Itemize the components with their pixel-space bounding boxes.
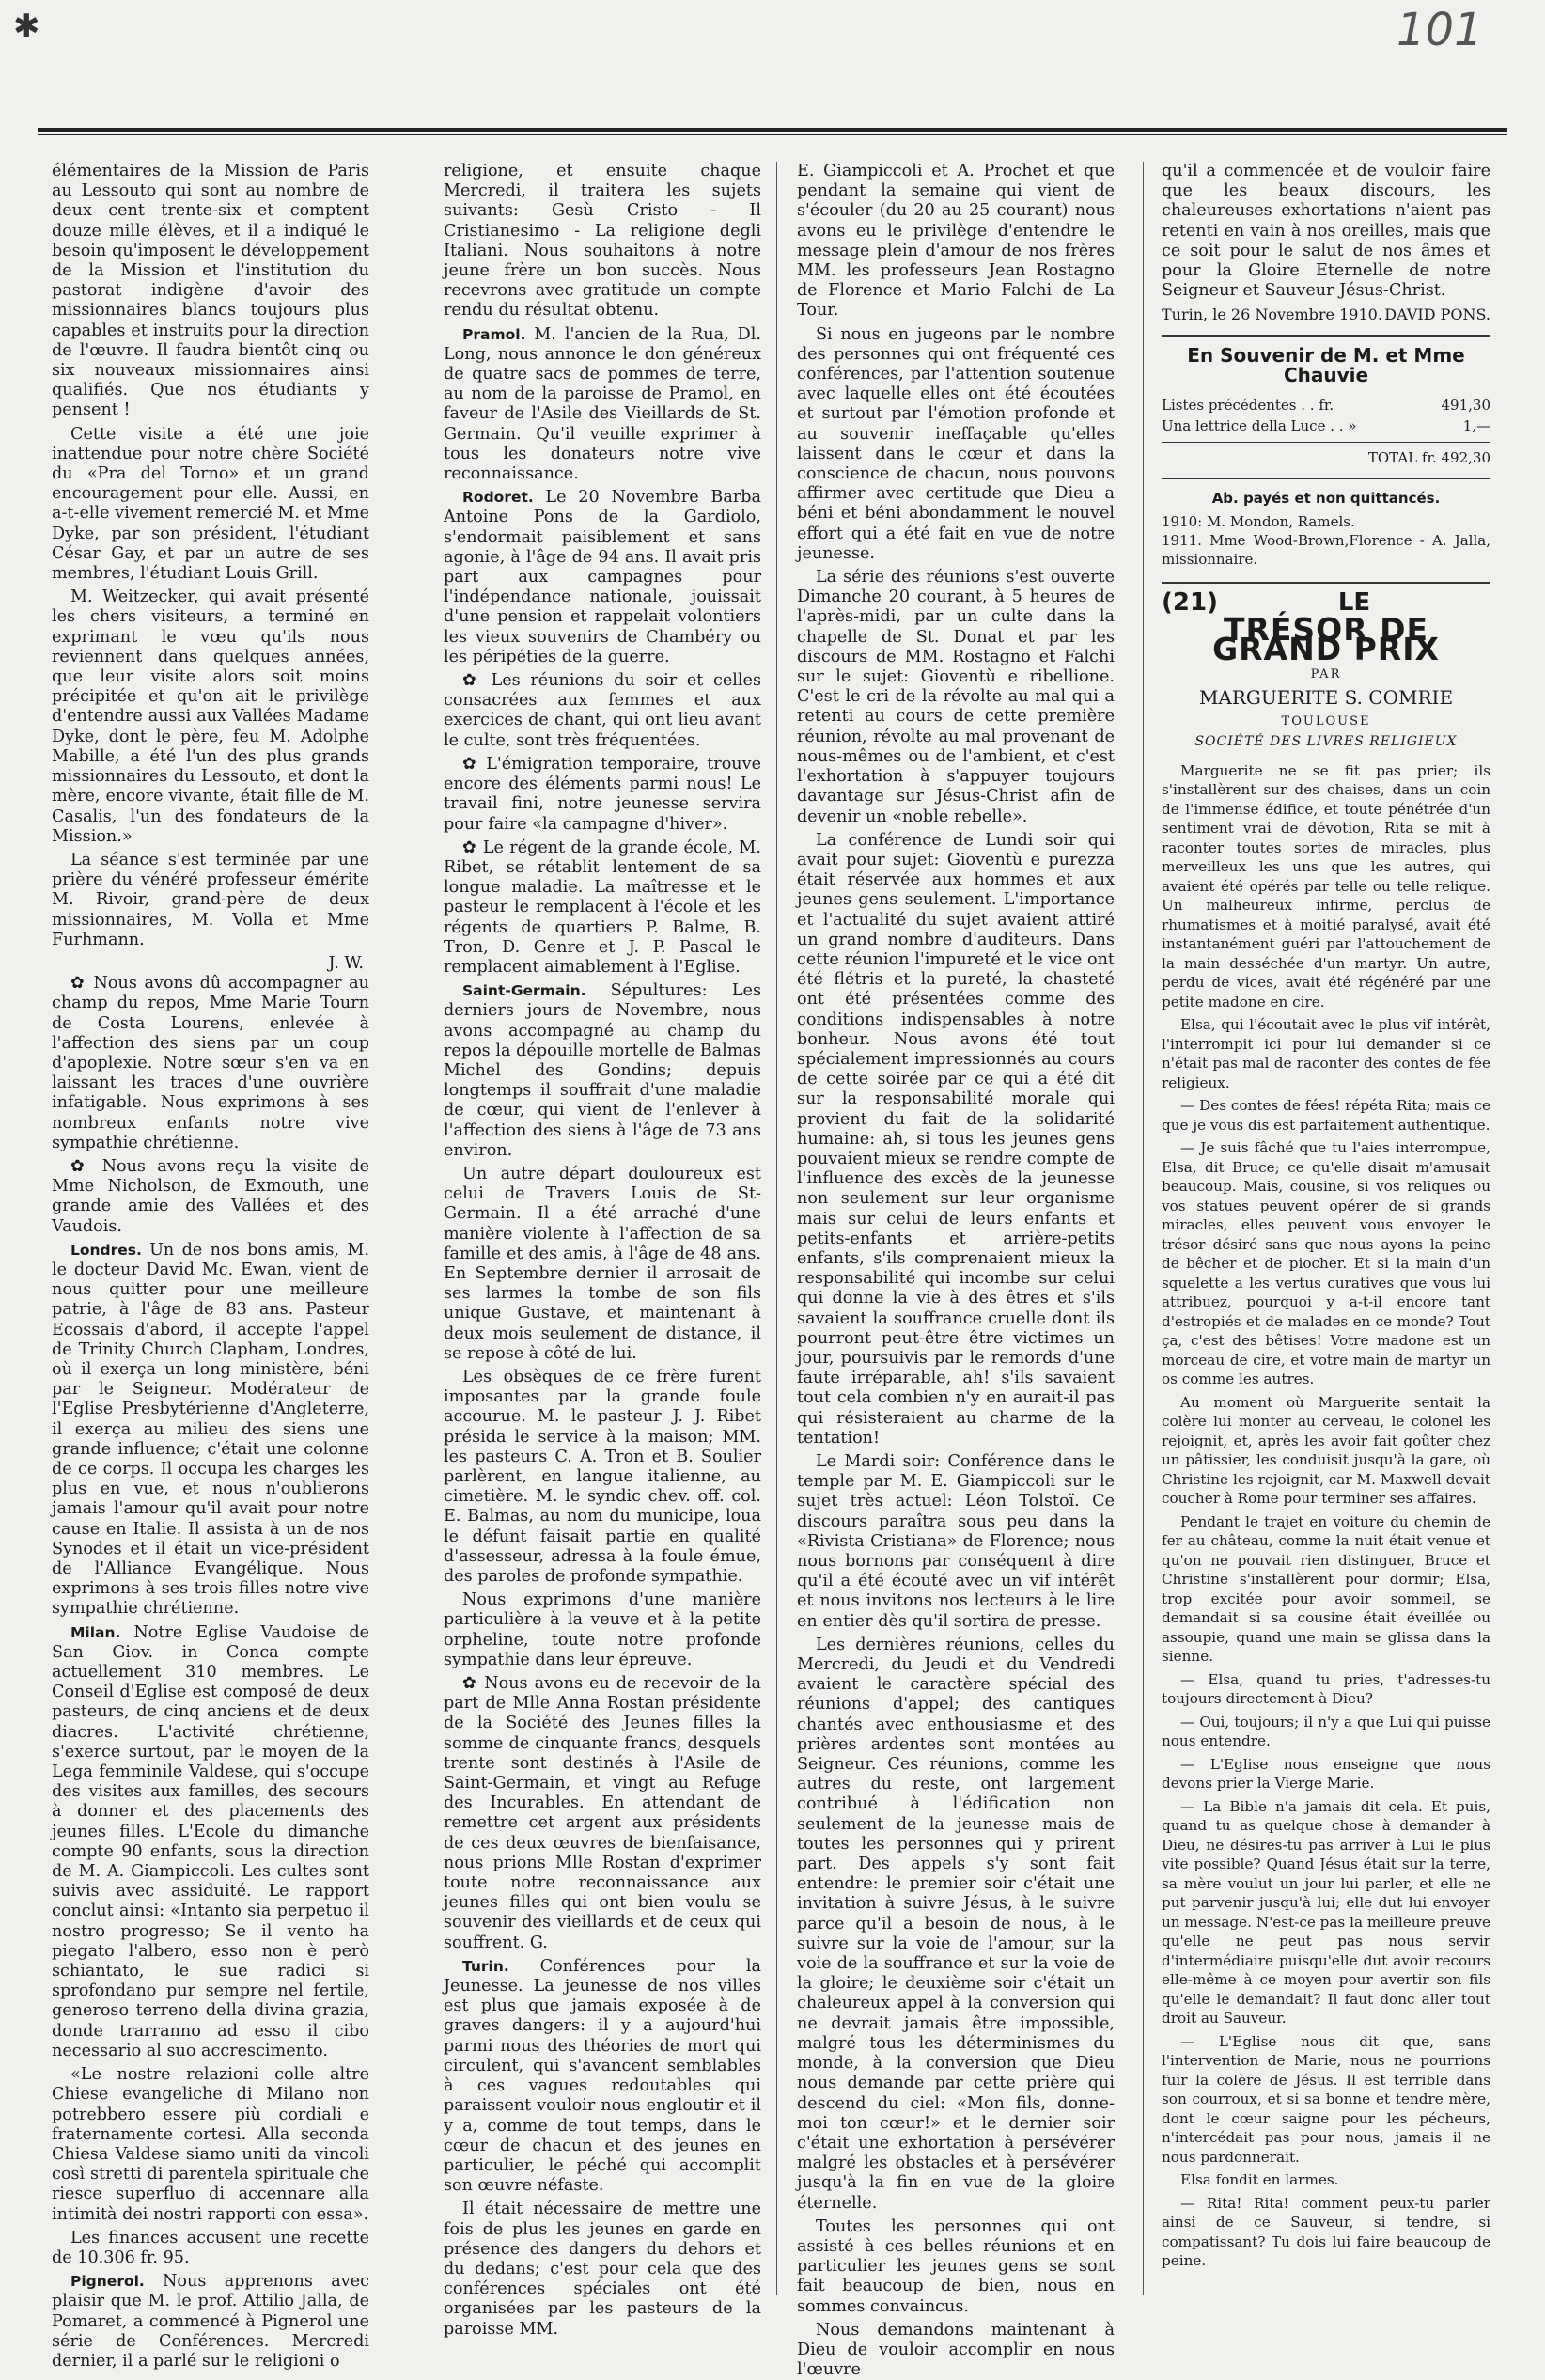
place-heading: Pignerol. — [70, 2273, 164, 2291]
news-item — [52, 1623, 369, 2061]
feuilleton-paragraph: — La Bible n'a jamais dit cela. Et puis, quand tu as quelque chose à demander à Dieu, ne désires-tu pas arriver à Lui le plus vite possible? Quand Jésus était sur la terre, sa mère voulut un jour lui parler, et elle ne put parvenir jusqu'à lui; elle dut lui envoyer un message. N'est-ce pas la meilleure preuve qu'elle ne peut pas nous servir d'intermédiaire puisqu'elle dut avoir recours elle-même à ce moyen pour avertir son fils qu'elle le demandait? Il faut donc aller tout droit au Sauveur. — [1162, 1797, 1490, 2028]
souvenir-row-label: Una lettrice della Luce . . » — [1162, 417, 1357, 435]
paragraph: E. Giampiccoli et A. Prochet et que pendant la semaine qui vient de s'écouler (du 20 au 25 courant) nous avons eu le privilège d'entendre le message plein d'amour de nos frères MM. les professeurs Jean Rostagno de Florence et Mario Falchi de La Tour. — [797, 162, 1115, 321]
souvenir-total: TOTAL fr. 492,30 — [1162, 442, 1490, 468]
feuilleton-par: PAR — [1310, 667, 1342, 682]
paragraph: Les finances accusent une recette de 10.306 fr. 95. — [52, 2228, 369, 2267]
news-text: Nous apprenons avec plaisir que M. le prof. Attilio Jalla, de Pomaret, a commencé à Pignerol une série de Conférences. Mercredi dernier, il a parlé sur le religioni o — [52, 2272, 369, 2371]
paragraph: Si nous en jugeons par le nombre des personnes qui ont fréquenté ces conférences, par l'attention soutenue avec laquelle elles ont été écoutées et surtout par l'émotion profonde et au souvenir ineffaçable qu'elles laissent dans le cœur et dans la conscience de chacun, nous pouvons affirmer avec certitude que Dieu a béni et béni abondamment le nouvel effort qui a été fait en vue de notre jeunesse. — [797, 324, 1115, 563]
paragraph: «Le nostre relazioni colle altre Chiese evangeliche di Milano non potrebbero essere più cordiali e fraternamente cortesi. Alla seconda Chiesa Valdese siamo uniti da vincoli così stretti di parentela spirituale che riesce superfluo di accennare alla intimità dei nostri rapporti con essa». — [52, 2065, 369, 2224]
paragraph: Les dernières réunions, celles du Mercredi, du Jeudi et du Vendredi avaient le caractère spécial des réunions d'appel; des cantiques chantés avec enthousiasme et des prières ardentes sont montées au Seigneur. Ces réunions, comme les autres du reste, ont largement contribué à l'édification non seulement de la jeunesse mais de toutes les personnes qui y prirent part. Des appels s'y sont fait entendre: le premier soir c'était une invitation à suivre Jésus, à le suivre parce qu'il a besoin de nous, à le suivre sur la voie de l'amour, sur la voie de la souffrance et sur la voie de la gloire; le deuxième soir c'était un chaleureux appel à la conversion qui ne devrait jamais être impossible, malgré tous les déterminismes du monde, à la conversion que Dieu nous demande par cette prière qui descend du ciel: «Mon fils, donne-moi ton cœur!» et le dernier soir c'était une exhortation à persévérer malgré les obstacles et à persévérer jusqu'à la fin en vue de la gloire éternelle. — [797, 1635, 1115, 2213]
paragraph: élémentaires de la Mission de Paris au Lessouto qui sont au nombre de deux cent trente-six et comptent douze mille élèves, et il a indiqué le besoin qu'imposent le développement de la Mission et l'institution du pastorat indigène d'avoir des missionnaires blancs toujours plus capables et instruits pour la direction de l'œuvre. Il faudra bientôt cinq ou six nouveaux missionnaires ainsi qualifiés. Que nos étudiants y pensent ! — [52, 162, 369, 420]
souvenir-row — [1162, 395, 1490, 415]
paragraph: ✿ Nous avons eu de recevoir de la part de Mlle Anna Rostan présidente de la Société des Jeunes filles la somme de cinquante francs, desquels trente sont destinés à l'Asile de Saint-Germain, et vingt au Refuge des Incurables. En attendant de remettre cet argent aux présidents de ces deux œuvres de bienfaisance, nous prions Mlle Rostan d'exprimer toute notre reconnaissance aux jeunes filles qui ont bien voulu se souvenir des vieillards et de ceux qui souffrent. G. — [444, 1674, 761, 1952]
paragraph: ✿ Le régent de la grande école, M. Ribet, se rétablit lentement de sa longue maladie. La maîtresse et le pasteur le remplacent à l'école et les régents de quartiers P. Balme, B. Tron, D. Genre et J. P. Pascal le remplacent aimablement à l'Eglise. — [444, 838, 761, 977]
feuilleton-paragraph: Au moment où Marguerite sentait la colère lui monter au cerveau, le colonel les rejoignit, et, après les avoir fait goûter chez un pâtissier, les conduisit jusqu'à la gare, où Christine les rejoignit, car M. Maxwell devait coucher à Rome pour terminer ses affaires. — [1162, 1393, 1490, 1508]
news-text: M. l'ancien de la Rua, Dl. Long, nous annonce le don généreux de quatre sacs de pommes de terre, au nom de la paroisse de Pramol, en faveur de l'Asile des Vieillards de St. Germain. Qu'il veuille exprimer à tous les donateurs notre vive reconnaissance. — [444, 324, 761, 484]
place-heading: Pramol. — [462, 325, 535, 343]
feuilleton-society: SOCIÉTÉ DES LIVRES RELIGIEUX — [1194, 733, 1458, 749]
news-item — [444, 1957, 761, 2196]
dateline-author: DAVID PONS. — [1384, 305, 1490, 324]
souvenir-row-value: 1,— — [1462, 417, 1490, 435]
news-text: Un de nos bons amis, M. le docteur David Mc. Ewan, vient de nous quitter pour une meilleure patrie, à l'âge de 83 ans. Pasteur Ecossais d'abord, il accepte l'appel de Trinity Church Clapham, Londres, où il exerça un long ministère, béni par le Seigneur. Modérateur de l'Eglise Presbytérienne d'Angleterre, il exerça au milieu des siens une grande influence; c'était une colonne de ce corps. Il occupa les charges les plus en vue, et nous n'oublierons jamais l'amour qu'il avait pour notre cause en Italie. Il assista à un de nos Synodes et il était un vice-président de l'Alliance Evangélique. Nous exprimons à ses trois filles notre vive sympathie chrétienne. — [52, 1240, 369, 1619]
feuilleton-paragraph: — Des contes de fées! répéta Rita; mais ce que je vous dis est parfaitement authentique. — [1162, 1097, 1490, 1134]
feuilleton-paragraph: — Rita! Rita! comment peux-tu parler ainsi de ce Sauveur, si tendre, si compatissant? Tu dois lui faire beaucoup de peine. — [1162, 2194, 1490, 2270]
paragraph: religione, et ensuite chaque Mercredi, il traitera les sujets suivants: Gesù Cristo - Il Cristianesimo - La religione degli Italiani. Nous souhaitons à notre jeune frère un bon succès. Nous recevrons avec gratitude un compte rendu du résultat obtenu. — [444, 162, 761, 321]
news-text: Sépultures: Les derniers jours de Novembre, nous avons accompagné au champ du repos la dépouille mortelle de Balmas Michel des Gondins; depuis longtemps il souffrait d'une maladie de cœur, qui vient de l'enlever à l'affection des siens à l'âge de 73 ans environ. — [444, 981, 761, 1160]
news-text: Le 20 Novembre Barba Antoine Pons de la Gardiolo, s'endormait paisiblement et sans agonie, à l'âge de 94 ans. Il avait pris part aux campagnes pour l'indépendance nationale, jouissait d'une pension et rappelait volontiers les vieux souvenirs de Chambéry ou les péripéties de la guerre. — [444, 488, 761, 666]
column-divider-2 — [776, 162, 777, 2295]
column-3 — [797, 162, 1115, 2380]
paragraph: Nous exprimons d'une manière particulière à la veuve et à la petite orpheline, toute notre profonde sympathie dans leur épreuve. — [444, 1590, 761, 1669]
news-item — [52, 1241, 369, 1620]
paragraph: La conférence de Lundi soir qui avait pour sujet: Gioventù e purezza était réservée aux hommes et aux jeunes gens seulement. L'importance et l'actualité du sujet avaient attiré un grand nombre d'auditeurs. Dans cette réunion l'impureté et le vice ont été flétris et la pureté, la chasteté ont été présentées comme des conditions indispensables à notre bonheur. Nous avons été tout spécialement impressionnés au cours de cette soirée par ce qui a été dit sur la responsabilité morale qui provient du fait de la solidarité humaine: ah, si tous les jeunes gens pouvaient mieux se rendre compte de l'influence des excès de la jeunesse non seulement sur leur organisme mais sur celui de leurs enfants et petits-enfants et arrière-petits enfants, s'ils comprenaient mieux la responsabilité qui incombe sur celui qui donne la vie à des êtres et s'ils savaient la souffrance cruelle dont ils pourront peut-être être victimes un jour, poursuivis par le remords d'une faute irréparable, ah! s'ils savaient tout cela combien n'y en aurait-il pas qui résisteraient au charme de la tentation! — [797, 830, 1115, 1448]
column-4-intro — [1162, 162, 1490, 325]
paragraph: Il était nécessaire de mettre une fois de plus les jeunes en garde en présence des dangers du dehors et du dedans; c'est pour cela que des conférences spéciales ont été organisées par les pasteurs de la paroisse MM. — [444, 2200, 761, 2339]
column-2 — [444, 162, 762, 2339]
paragraph: ✿ Nous avons reçu la visite de Mme Nicholson, de Exmouth, une grande amie des Vallées et des Vaudois. — [52, 1156, 369, 1236]
column-divider-3 — [1143, 162, 1144, 2295]
souvenir-row-value: 491,30 — [1441, 397, 1490, 415]
column-4 — [1162, 162, 1490, 2294]
abonnements-section — [1162, 489, 1490, 569]
paragraph: ✿ Les réunions du soir et celles consacrées aux femmes et aux exercices de chant, qui ont lieu avant le culte, sont très fréquentées. — [444, 671, 761, 750]
news-text: Conférences pour la Jeunesse. La jeunesse de nos villes est plus que jamais exposée à de graves dangers: il y a aujourd'hui parmi nous des théories de mort qui circulent, qui s'avancent semblables à ces vagues redoutables qui paraissent vouloir nous engloutir et il y a, comme de tout temps, dans le cœur de chacun et des jeunes en particulier, le péché qui accomplit son œuvre néfaste. — [444, 1956, 762, 2196]
header-rule — [38, 128, 1507, 132]
paragraph: ✿ Nous avons dû accompagner au champ du repos, Mme Marie Tourn de Costa Lourens, enlevée à l'affection des siens par un coup d'apoplexie. Notre sœur s'en va en laissant les traces d'une ouvrière infatigable. Nous exprimons à ses nombreux enfants notre vive sympathie chrétienne. — [52, 974, 369, 1152]
paragraph: La série des réunions s'est ouverte Dimanche 20 courant, à 5 heures de l'après-midi, par un culte dans la chapelle de St. Donat et par les discours de MM. Rostagno et Falchi sur le sujet: Gioventù e ribellione. C'est le cri de la révolte au mal qui a retenti au cours de cette première réunion, révolte au mal provenant de nous-mêmes ou de l'ambient, et c'est l'exhortation à s'appuyer toujours davantage sur Jésus-Christ afin de devenir un «noble rebelle». — [797, 568, 1115, 826]
place-heading: Rodoret. — [462, 489, 546, 507]
news-item — [444, 981, 761, 1161]
page-number: 101 — [1397, 4, 1483, 56]
scan-corner-mark: ✱ — [13, 8, 40, 45]
feuilleton-header — [1162, 582, 1490, 751]
paragraph: M. Weitzecker, qui avait présenté les chers visiteurs, a terminé en exprimant le vœu qu'ils nous reviennent dans quelques années, que leur visite alors soit moins précipitée et qu'on ait le privilège d'entendre aussi aux Vallées Madame Dyke, dont le père, feu M. Adolphe Mabille, a été l'un des plus grands missionnaires du Lessouto, et dont la mère, encore vivante, était fille de M. Casalis, l'un des fondateurs de la Mission.» — [52, 587, 369, 846]
place-heading: Milan. — [70, 1623, 134, 1641]
feuilleton-paragraph: Pendant le trajet en voiture du chemin de fer au château, comme la nuit était venue et qu'on ne pouvait rien distinguer, Bruce et Christine s'installèrent pour dormir; Elsa, trop excitée pour avoir sommeil, se demandait si sa cousine était éveillée ou assoupie, quand une main se glissa dans la sienne. — [1162, 1512, 1490, 1666]
feuilleton-paragraph: — L'Eglise nous enseigne que nous devons prier la Vierge Marie. — [1162, 1755, 1490, 1793]
feuilleton-number: (21) — [1162, 588, 1218, 618]
feuilleton-paragraph: — L'Eglise nous dit que, sans l'intervention de Marie, nous ne pourrions fuir la colère de Jésus. Il est terrible dans son courroux, et si sa bonne et tendre mère, dont le cœur saigne pour les pécheurs, n'intercédait pas pour nous, jamais il ne nous pardonnerait. — [1162, 2032, 1490, 2166]
place-heading: Saint-Germain. — [462, 982, 611, 1000]
feuilleton-title: TRÉSOR DE GRAND PRIX — [1212, 610, 1440, 667]
paragraph: qu'il a commencée et de vouloir faire que les beaux discours, les chaleureuses exhortations n'aient pas retenti en vain à nos oreilles, mais que ce soit pour le salut de nos âmes et pour la Gloire Eternelle de notre Seigneur et Sauveur Jésus-Christ. — [1162, 162, 1490, 301]
news-item — [444, 488, 761, 667]
paragraph: La séance s'est terminée par une prière du vénéré professeur émérite M. Rivoir, grand-père de deux missionnaires, M. Volla et Mme Furhmann. — [52, 850, 369, 949]
abonnements-line: 1910: M. Mondon, Ramels. — [1162, 513, 1355, 531]
abonnements-line: 1911. Mme Wood-Brown,Florence - A. Jalla, missionnaire. — [1162, 532, 1490, 569]
feuilleton-place: TOULOUSE — [1281, 714, 1371, 729]
header-rule-thin — [38, 134, 1507, 135]
feuilleton-le: LE — [1337, 588, 1371, 618]
place-heading: Turin. — [462, 1957, 540, 1975]
news-text: Notre Eglise Vaudoise de San Giov. in Conca compte actuellement 310 membres. Le Conseil d'Eglise est composé de deux pasteurs, de cinq anciens et de deux diacres. L'activité chrétienne, s'exerce surtout, par le moyen de la Lega femminile Valdese, qui s'occupe des visites aux familles, des secours à donner et des placements des jeunes filles. L'Ecole du dimanche compte 90 enfants, sous la direction de M. A. Giampiccoli. Les cultes sont suivis avec assiduité. Le rapport conclut ainsi: «Intanto sia perpetuo il nostro progresso; Se il vento ha piegato l'albero, esso non è però schiantato, le sue radici si sprofondano pur sempre nel fertile, generoso terreno della divina grazia, donde trarranno ad esso il cibo necessario al suo accrescimento. — [52, 1622, 369, 2060]
dateline-place-date: Turin, le 26 Novembre 1910. — [1162, 305, 1382, 324]
paragraph: Le Mardi soir: Conférence dans le temple par M. E. Giampiccoli sur le sujet très actuel: Léon Tolstoï. Ce discours paraîtra sous peu dans la «Rivista Cristiana» de Florence; nous nous bornons par conséquent à dire qu'il a été écouté avec un vif intérêt et nous invitons nos lecteurs à le lire en entier dès qu'il sortira de presse. — [797, 1452, 1115, 1631]
paragraph: Nous demandons maintenant à Dieu de vouloir accomplir en nous l'œuvre — [797, 2320, 1115, 2380]
feuilleton-paragraph: Marguerite ne se fit pas prier; ils s'installèrent sur des chaises, dans un coin de l'immense édifice, et toute pénétrée d'un sentiment vrai de dévotion, Rita se mit à raconter toutes sortes de miracles, plus merveilleux les uns que les autres, qui avaient été opérés par telle ou telle relique. Un malheureux infirme, perclus de rhumatismes et à moitié paralysé, avait été instantanément guéri par l'attouchement de la main desséchée d'un martyr. Un autre, perdu de vices, avait été régénéré par une petite madone en cire. — [1162, 761, 1490, 1010]
news-item — [52, 2272, 369, 2372]
feuilleton-paragraph: Elsa fondit en larmes. — [1180, 2171, 1339, 2189]
paragraph: Les obsèques de ce frère furent imposantes par la grande foule accourue. M. le pasteur J. J. Ribet présida le service à la maison; MM. les pasteurs C. A. Tron et B. Soulier parlèrent, en langue italienne, au cimetière. M. le syndic chev. off. col. E. Balmas, au nom du municipe, loua le défunt faisait partie en qualité d'assesseur, adressa à la foule émue, des paroles de profonde sympathie. — [444, 1367, 761, 1587]
paragraph: Toutes les personnes qui ont assisté à ces belles réunions et en particulier les jeunes gens se sont fait beaucoup de bien, nous en sommes convaincus. — [797, 2216, 1115, 2316]
feuilleton-paragraph: Elsa, qui l'écoutait avec le plus vif intérêt, l'interrompit ici pour lui demander si ce n'était pas mal de raconter des contes de fée religieux. — [1162, 1016, 1490, 1091]
signature: J. W. — [328, 953, 364, 973]
souvenir-title: En Souvenir de M. et Mme Chauvie — [1187, 343, 1465, 386]
souvenir-box — [1162, 335, 1490, 480]
column-1 — [52, 162, 369, 2371]
souvenir-row-label: Listes précédentes . . fr. — [1162, 397, 1334, 415]
feuilleton-body — [1162, 761, 1490, 2271]
news-item — [444, 325, 761, 485]
place-heading: Londres. — [70, 1241, 150, 1259]
abonnements-title: Ab. payés et non quittancés. — [1211, 490, 1441, 508]
feuilleton-paragraph: — Oui, toujours; il n'y a que Lui qui puisse nous entendre. — [1162, 1713, 1490, 1750]
paragraph: Un autre départ douloureux est celui de Travers Louis de St-Germain. Il a été arraché d'une manière violente à l'affection de sa famille et des amis, à l'âge de 48 ans. En Septembre dernier il arrosait de ses larmes la tombe de son fils unique Gustave, et maintenant à deux mois seulement de distance, il se repose à côté de lui. — [444, 1164, 761, 1363]
feuilleton-paragraph: — Elsa, quand tu pries, t'adresses-tu toujours directement à Dieu? — [1162, 1670, 1490, 1708]
paragraph: Cette visite a été une joie inattendue pour notre chère Société du «Pra del Torno» et un grand encouragement pour elle. Aussi, en a-t-elle vivement remercié M. et Mme Dyke, par son président, l'étudiant César Gay, et par un autre de ses membres, l'étudiant Louis Grill. — [52, 424, 369, 584]
paragraph: ✿ L'émigration temporaire, trouve encore des éléments parmi nous! Le travail fini, notre jeunesse servira pour faire «la campagne d'hiver». — [444, 754, 761, 834]
feuilleton-author: MARGUERITE S. COMRIE — [1198, 686, 1454, 710]
feuilleton-paragraph: — Je suis fâché que tu l'aies interrompue, Elsa, dit Bruce; ce qu'elle disait m'amusait beaucoup. Mais, cousine, si vos reliques ou vos statues peuvent opérer de si grands miracles, elles peuvent vous envoyer le trésor désiré sans que nous ayons la peine de bêcher et de piocher. Et si la main d'un squelette a les vertus curatives que vous lui attribuez, pourquoi y a-t-il encore tant d'estropiés et de malades en ce monde? Tout ça, c'est des bêtises! Votre madone est un morceau de cire, et votre main de martyr un os comme les autres. — [1162, 1139, 1490, 1388]
souvenir-row — [1162, 415, 1490, 436]
dateline — [1162, 305, 1490, 324]
